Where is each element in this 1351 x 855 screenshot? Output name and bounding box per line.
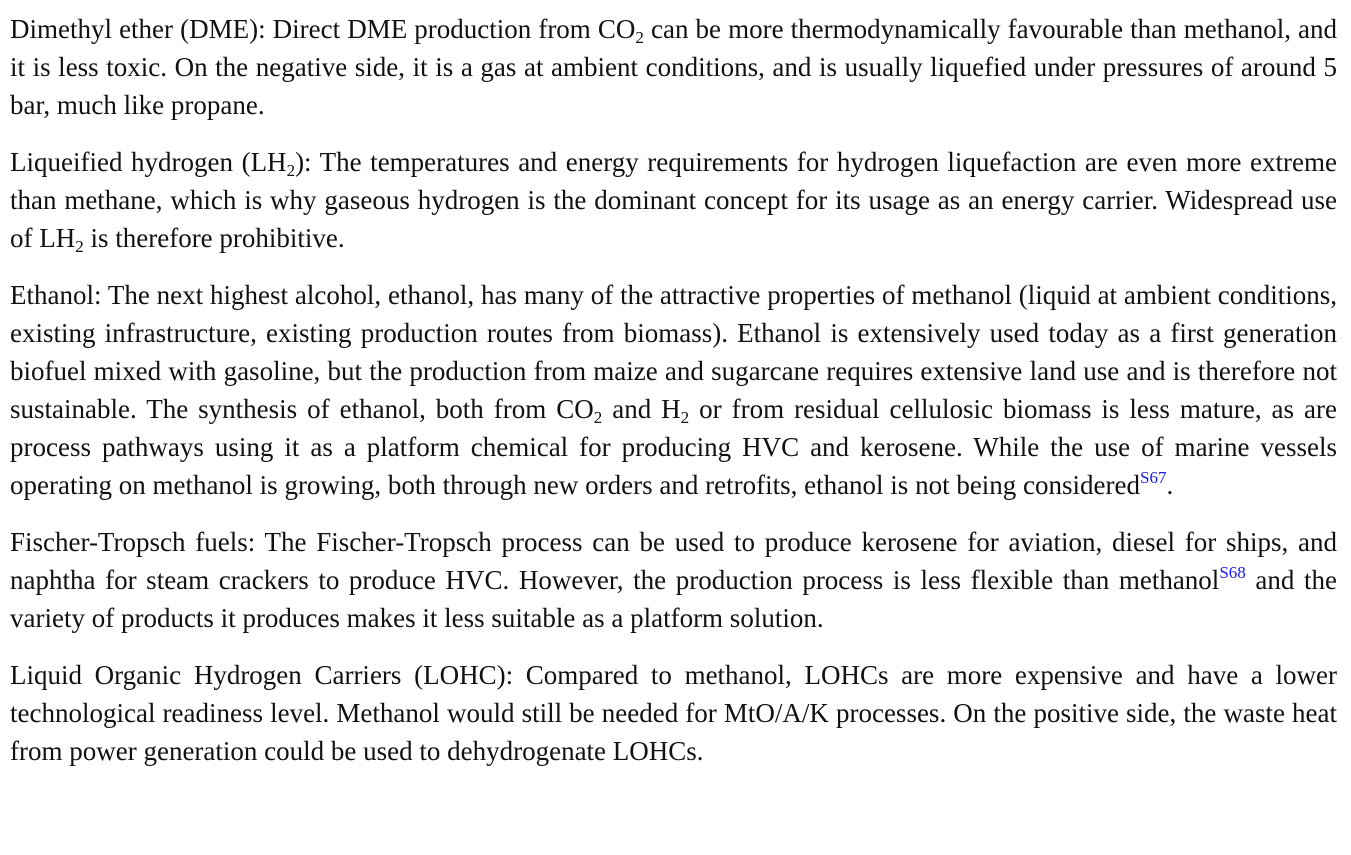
ethanol-text-2: and H — [602, 394, 681, 424]
paragraph-dme — [10, 10, 1337, 124]
citation-link-s68[interactable]: S68 — [1219, 563, 1246, 582]
dme-text-1: Dimethyl ether (DME): Direct DME production from CO — [10, 14, 636, 44]
ft-text-2: and the variety of products it produces makes it less suitable as a platform solution. — [10, 565, 1337, 633]
ethanol-text-4: . — [1166, 470, 1174, 500]
ethanol-subscript-2: 2 — [680, 408, 690, 427]
citation-link-s67[interactable]: S67 — [1140, 468, 1167, 487]
lohc-text-1: Liquid Organic Hydrogen Carriers (LOHC): Compared to methanol, LOHCs are more expensive and have a lower technological readiness level. Methanol would still be needed for MtO/A/K processes. On the positive side, the waste heat from power generation could be used to dehydrogenate LOHCs. — [10, 660, 1337, 766]
citation-s68 — [1219, 563, 1245, 582]
ethanol-text-1: Ethanol: The next highest alcohol, ethanol, has many of the attractive properties of methanol (liquid at ambient conditions, existing infrastructure, existing production routes from biomass). Ethanol is extensively used today as a first generation biofuel mixed with gasoline, but the production from maize and sugarcane requires extensive land use and is therefore not sustainable. The synthesis of ethanol, both from CO — [10, 280, 1337, 424]
paragraph-fischer-tropsch — [10, 523, 1337, 637]
paragraph-lohc — [10, 656, 1337, 770]
dme-text-2: can be more thermodynamically favourable than methanol, and it is less toxic. On the negative side, it is a gas at ambient conditions, and is usually liquefied under pressures of around 5 bar, much like propane. — [10, 14, 1338, 120]
ethanol-text-3: or from residual cellulosic biomass is less mature, as are process pathways using it as a platform chemical for producing HVC and kerosene. While the use of marine vessels operating on methanol is growing, both through new orders and retrofits, ethanol is not being considered — [10, 394, 1337, 500]
dme-subscript-1: 2 — [635, 28, 644, 47]
lh2-subscript-2: 2 — [75, 237, 84, 256]
lh2-text-2: ): The temperatures and energy requirements for hydrogen liquefaction are even more extreme than methane, which is why gaseous hydrogen is the dominant concept for its usage as an energy carrier. Widespread use of LH — [10, 147, 1337, 253]
lh2-text-3: is therefore prohibitive. — [83, 223, 345, 253]
paragraph-lh2 — [10, 143, 1337, 257]
lh2-text-1: Liqueified hydrogen (LH — [10, 147, 287, 177]
ft-text-1: Fischer-Tropsch fuels: The Fischer-Tropsch process can be used to produce kerosene for aviation, diesel for ships, and naphtha for steam crackers to produce HVC. However, the production process is less flexible than methanol — [10, 527, 1337, 595]
citation-s67 — [1140, 468, 1166, 487]
paragraph-ethanol — [10, 276, 1337, 504]
ethanol-subscript-1: 2 — [593, 408, 603, 427]
lh2-subscript-1: 2 — [286, 161, 296, 180]
